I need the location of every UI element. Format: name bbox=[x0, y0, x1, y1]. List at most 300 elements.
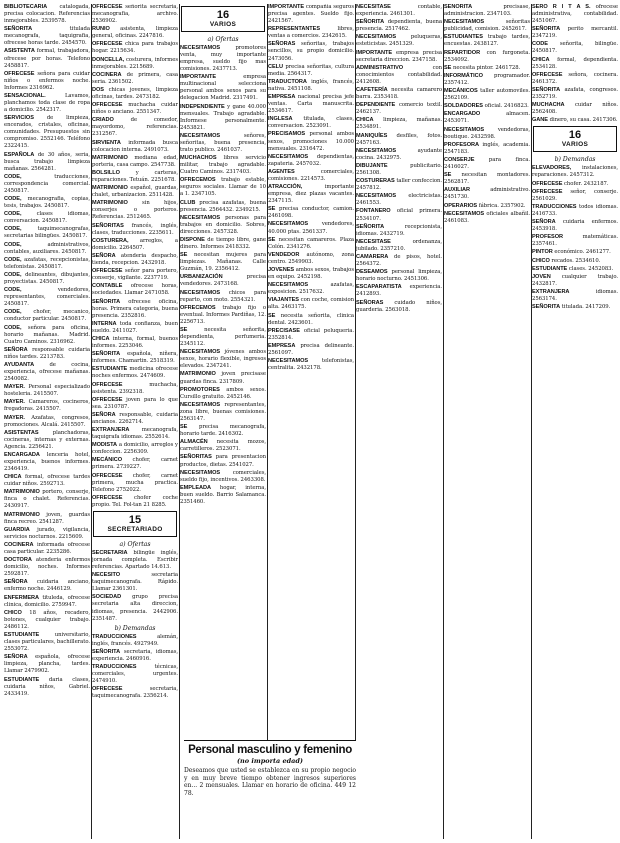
ad-lead-word: OFRECESE bbox=[4, 70, 35, 77]
ad-lead-word: CODE, bbox=[4, 226, 22, 233]
ad-lead-word: MATRIMONIO bbox=[92, 154, 128, 161]
ad-lead-word: NECESITAMOS bbox=[444, 210, 485, 217]
classified-ad bbox=[444, 203, 530, 210]
ad-body-text: secretaria, idiomas, experiencia. 2460916. bbox=[92, 648, 178, 662]
ad-body-text: traducciones, correspondencia comercial. 2450817. bbox=[4, 173, 90, 194]
classified-ad bbox=[92, 155, 178, 169]
classified-ad bbox=[532, 219, 618, 233]
ad-body-text: dependientas, zapateria. 2457032. bbox=[268, 153, 354, 167]
ad-lead-word: CODE, bbox=[4, 271, 22, 278]
classified-ad bbox=[180, 305, 266, 326]
classified-ad bbox=[4, 309, 90, 323]
ad-body-text: mecanografia, copias, tesis, trabajos. 2450817. bbox=[4, 195, 90, 210]
ad-lead-word: CHICA bbox=[4, 474, 22, 481]
ad-lead-word: MODISTA bbox=[92, 442, 118, 449]
classified-ad bbox=[4, 211, 90, 225]
classified-ad bbox=[4, 287, 90, 308]
ad-lead-word: MUCHACHOS bbox=[180, 155, 217, 162]
ad-lead-word: MATRIMONIO bbox=[4, 489, 40, 496]
ad-lead-word: TRADUCCIONES bbox=[532, 203, 577, 210]
ad-body-text: muchacha, asistenta. 2392318. bbox=[92, 381, 178, 395]
classified-ad bbox=[356, 148, 442, 162]
classified-ad bbox=[4, 71, 90, 92]
ad-lead-word: SEÑORITA bbox=[4, 26, 33, 33]
classified-ad bbox=[356, 117, 442, 131]
classified-ad bbox=[268, 252, 354, 266]
ad-body-text: planchadoras, cocineras, internas y externas. Agencia. 2256421. bbox=[4, 429, 90, 450]
ad-body-text: muchacha cuidar niños o anciano. 2551347. bbox=[92, 102, 178, 116]
classified-ad bbox=[444, 157, 530, 171]
ad-lead-word: SEÑORITA bbox=[532, 304, 561, 311]
ad-lead-word: IMPORTANTE bbox=[180, 74, 217, 81]
ad-lead-word: SEÑORITA bbox=[532, 86, 561, 93]
ad-body-text: joven precisase guardas finca. 2317809. bbox=[180, 371, 266, 385]
ad-body-text: oficiales albañil. 2461083. bbox=[444, 210, 530, 224]
classified-ad bbox=[92, 594, 178, 622]
classified-ad bbox=[4, 489, 90, 510]
classified-ad bbox=[92, 366, 178, 380]
ad-lead-word: TRADUCCIONES bbox=[92, 664, 137, 671]
classified-ad bbox=[444, 142, 530, 156]
classified-ad bbox=[180, 371, 266, 385]
classified-ad bbox=[4, 430, 90, 451]
classified-ad bbox=[180, 290, 266, 304]
ad-lead-word: DISPONE bbox=[180, 236, 205, 243]
classified-ad bbox=[92, 664, 178, 685]
ad-lead-word: PROFESORA bbox=[444, 141, 479, 148]
ad-lead-word: MECÁNICO bbox=[92, 457, 123, 464]
ad-body-text: universitario, clases particulares, bachillerato. 2553072. bbox=[4, 632, 90, 653]
column-rule bbox=[179, 4, 180, 839]
ad-lead-word: NECESITAMOS bbox=[356, 34, 397, 41]
ad-body-text: mecanografa, taquigrafa idiomas. 2552614. bbox=[92, 427, 178, 441]
classified-ad bbox=[4, 347, 90, 361]
ad-body-text: contable, experiencia. 2461301. bbox=[356, 4, 442, 18]
ad-body-text: y gane 40.000 mensuales. Trabajo agradable. Informese personalmente. 2453821. bbox=[180, 103, 266, 131]
ad-body-text: para finca. 2416027. bbox=[444, 156, 530, 171]
ad-body-text: programador. 2357412. bbox=[444, 72, 530, 86]
ad-body-text: portero, conserje, finca o chalet. Referencias. 2430917. bbox=[4, 489, 90, 510]
ad-body-text: comerciales, comisiones. 2214573. bbox=[268, 168, 354, 182]
classified-ad bbox=[4, 527, 90, 541]
ad-lead-word: NECESITAMOS bbox=[268, 153, 309, 160]
ad-body-text: fábrica. 2357902. bbox=[478, 202, 526, 209]
ad-lead-word: GUARDIA bbox=[4, 526, 30, 533]
classified-ad bbox=[92, 26, 178, 40]
classified-ad bbox=[268, 131, 354, 152]
ad-body-text: taller confeccion. 2457812. bbox=[356, 178, 442, 192]
ad-lead-word: OFRECESE bbox=[92, 396, 123, 403]
ad-lead-word: ALMACÉN bbox=[180, 439, 208, 446]
classified-ad bbox=[180, 252, 266, 273]
ad-lead-word: SE bbox=[268, 206, 276, 213]
ad-lead-word: PROFESOR bbox=[532, 234, 563, 241]
classified-ad bbox=[92, 170, 178, 184]
ad-body-text: ambos sexos, trabajos en equipo. 2452198. bbox=[268, 267, 354, 281]
ad-body-text: clases. 2452083. bbox=[568, 265, 614, 272]
ad-body-text: compañia seguros precisa agentes. Sueldo fijo. 2421567. bbox=[268, 4, 354, 25]
ad-lead-word: VIAJANTES bbox=[268, 297, 299, 304]
classified-ad bbox=[92, 283, 178, 297]
ad-body-text: sin hijos, conserjes o porteros. Referencias. 2512465. bbox=[92, 200, 178, 221]
ad-body-text: a domicilio, arreglos y confeccion. 2256309. bbox=[92, 442, 178, 456]
ad-lead-word: RUNIO bbox=[92, 26, 110, 33]
ad-lead-word: URBANIZACIÓN bbox=[180, 274, 223, 281]
classified-ad bbox=[444, 127, 530, 141]
classified-ad bbox=[444, 4, 530, 18]
ad-body-text: ayudante cocina. 2432975. bbox=[356, 147, 442, 161]
ad-body-text: mediana edad, porteria, casa campo. 2547738. bbox=[92, 154, 178, 168]
ad-body-text: señora, cocinera. 2461372. bbox=[532, 71, 618, 85]
ad-lead-word: NECESITASE bbox=[356, 238, 391, 245]
ad-body-text: recepcionista, idiomas. 2432719. bbox=[356, 223, 442, 237]
ad-lead-word: OFRECEMOS bbox=[180, 304, 216, 311]
ad-lead-word: ESTUDIANTE bbox=[92, 366, 128, 373]
ad-lead-word: ESPAÑOLA bbox=[4, 151, 35, 158]
ad-lead-word: NECESITAMOS bbox=[180, 132, 221, 139]
column-1 bbox=[4, 4, 90, 839]
classified-ad bbox=[180, 349, 266, 370]
classified-ad bbox=[268, 94, 354, 115]
ad-body-text: señorita, bilingüe. 2450817. bbox=[532, 41, 618, 55]
ad-lead-word: SEÑORA bbox=[92, 411, 116, 418]
ad-lead-word: CONSERJE bbox=[444, 156, 475, 163]
ad-lead-word: CHICA bbox=[532, 56, 550, 63]
ad-lead-word: TRADUCTORA bbox=[268, 78, 307, 85]
ad-body-text: oficial peluqueria. 2352814. bbox=[268, 327, 354, 341]
ad-body-text: chofer, carnet primera. 2739227. bbox=[92, 457, 178, 471]
ad-body-text: chofer, carnet primera, mucha practica. Telefono 2752022. bbox=[92, 472, 178, 493]
classified-ad bbox=[4, 557, 90, 578]
ad-lead-word: SEÑORITA bbox=[92, 351, 121, 358]
classified-ad bbox=[268, 313, 354, 327]
classified-ad bbox=[92, 238, 178, 252]
classified-ad bbox=[180, 45, 266, 73]
ad-lead-word: MANIQUÍES bbox=[356, 132, 388, 139]
classified-ad bbox=[532, 304, 618, 311]
ad-body-text: para presentacion productos, dietas. 2541027. bbox=[180, 454, 266, 468]
ad-body-text: publicitario. 2561308. bbox=[356, 162, 442, 176]
ad-body-text: Lavamos, planchamos toda clase de ropa a domicilio. 2542317. bbox=[4, 92, 90, 114]
classified-ad bbox=[92, 336, 178, 350]
ad-lead-word: NECESITAMOS bbox=[268, 358, 309, 365]
ad-body-text: joven, guardas finca recreo. 2541287. bbox=[4, 511, 90, 525]
classified-ad bbox=[92, 299, 178, 320]
classified-ad bbox=[444, 34, 530, 48]
ad-body-text: perito mercantil. 2347219. bbox=[532, 26, 618, 40]
classified-ad bbox=[4, 610, 90, 631]
ad-body-text: y carteras, reparaciones. Tetuán. 2251678. bbox=[92, 169, 178, 184]
classified-ad bbox=[268, 206, 354, 220]
ad-lead-word: SE bbox=[268, 236, 276, 243]
banner-subtitle: (no importa edad) bbox=[236, 757, 304, 765]
column-rule bbox=[355, 4, 356, 839]
ad-body-text: oficial primera. 2534107. bbox=[356, 208, 442, 222]
classified-ad bbox=[180, 327, 266, 348]
ad-lead-word: ASISTENTA bbox=[4, 48, 35, 55]
ad-body-text: chica para trabajos hogar. 2215634. bbox=[92, 41, 178, 55]
ad-body-text: recados. 2534610. bbox=[551, 257, 601, 264]
ad-lead-word: CODE, bbox=[4, 256, 22, 263]
column-6 bbox=[444, 4, 530, 839]
ad-lead-word: GANE bbox=[532, 117, 548, 124]
ad-lead-word: NECESITAMOS bbox=[180, 45, 221, 51]
ad-body-text: francés, inglés, clases, traducciones. 2235611. bbox=[92, 222, 178, 236]
classifieds-page bbox=[4, 4, 616, 839]
ad-lead-word: ESTUDIANTE bbox=[532, 265, 568, 272]
ad-lead-word: IMPORTANTE bbox=[268, 4, 305, 10]
ad-lead-word: FONTANERO bbox=[356, 208, 391, 215]
ad-body-text: 18 años, recadero, botones, cualquier trabajo. 2486112. bbox=[4, 609, 90, 630]
classified-ad bbox=[4, 474, 90, 488]
ad-lead-word: JOVENES bbox=[268, 267, 295, 274]
ad-lead-word: AYUDANTA bbox=[4, 361, 35, 368]
ad-body-text: ambos sexos. Cursillo gratuito. 2452146. bbox=[180, 386, 266, 400]
section-header bbox=[181, 6, 265, 32]
classified-ad bbox=[356, 269, 442, 283]
classified-ad bbox=[180, 104, 266, 132]
classified-ad bbox=[4, 415, 90, 429]
ad-lead-word: SECRETARIA bbox=[92, 549, 128, 556]
ad-body-text: señores, señoritas, buena presencia, trato publico. 2461037. bbox=[180, 132, 266, 153]
classified-ad bbox=[4, 115, 90, 150]
classified-ad bbox=[4, 152, 90, 173]
classified-ad bbox=[4, 242, 90, 256]
ad-body-text: informada busca colocacion interna. 2491073. bbox=[92, 139, 178, 153]
ad-body-text: chofer, mecanico, conductor particular. 2450817. bbox=[4, 309, 90, 323]
ad-lead-word: NECESITAMOS bbox=[180, 349, 221, 356]
ad-body-text: necesitan camareros. Plaza Colón. 2341276. bbox=[268, 236, 354, 250]
ad-lead-word: ENCARGADA bbox=[4, 451, 40, 458]
ad-body-text: responsable, cuidaria ancianos. 2262714. bbox=[92, 411, 178, 425]
classified-ad bbox=[268, 79, 354, 93]
ad-body-text: administrativos, contables, auxiliares. 2450817. bbox=[4, 241, 90, 255]
ad-body-text: responsable cuidaria niños tardes. 2213783. bbox=[4, 346, 90, 360]
ad-lead-word: ATRACCIÓN, bbox=[268, 184, 303, 191]
classified-ad bbox=[532, 258, 618, 265]
ad-body-text: señorita secretaria, mecanografia, archivo. 2536902. bbox=[92, 4, 178, 25]
ad-lead-word: CODE, bbox=[4, 195, 22, 202]
classified-ad bbox=[444, 88, 530, 102]
ad-lead-word: SIRVIENTA bbox=[92, 139, 121, 146]
classified-ad bbox=[268, 64, 354, 78]
ad-lead-word: SEÑORA bbox=[532, 219, 556, 226]
classified-ad bbox=[532, 87, 618, 101]
subsection-label: b) Demandas bbox=[114, 624, 156, 632]
ad-lead-word: OFRECESE bbox=[92, 686, 123, 693]
ad-body-text: chofer. 2432187. bbox=[564, 180, 609, 187]
ad-lead-word: MAYER. bbox=[4, 384, 25, 391]
classified-ad bbox=[444, 103, 530, 110]
classified-ad bbox=[92, 200, 178, 221]
classified-ad bbox=[356, 34, 442, 48]
classified-ad bbox=[532, 4, 618, 25]
ad-body-text: precisa conductor, camion. 2461098. bbox=[268, 206, 354, 220]
ad-body-text: cuidar niños. 2562408. bbox=[532, 102, 618, 116]
ad-lead-word: DONCELLA, bbox=[92, 56, 125, 63]
ad-body-text: de cocina, experiencia, ofrecese mañanas. 2540082. bbox=[4, 361, 90, 383]
ad-lead-word: SE bbox=[268, 312, 276, 319]
classified-ad bbox=[268, 267, 354, 281]
ad-lead-word: SEÑORAS bbox=[268, 41, 296, 48]
ad-body-text: vendedores, representantes, comerciales. 2450817. bbox=[4, 287, 90, 308]
ad-lead-word: OPERARIOS bbox=[444, 202, 478, 209]
ad-lead-word: DEPENDIENTE bbox=[356, 102, 396, 109]
ad-body-text: Azafatas, congresos, promociones. Alcalá. 2415507. bbox=[4, 414, 90, 428]
ad-body-text: señoritas, trabajos sencillos, su propio domicilio. 2473056. bbox=[268, 41, 354, 62]
classified-ad bbox=[444, 111, 530, 125]
ad-body-text: representantes, zona libre, buenas comisiones. 2563147. bbox=[180, 401, 266, 422]
ad-body-text: precisase, administracion. 2347103. bbox=[444, 4, 530, 18]
ad-lead-word: MATRIMONIO bbox=[180, 371, 216, 378]
ad-lead-word: REPRESENTANTES bbox=[268, 26, 321, 33]
ad-body-text: con furgoneta. 2534092. bbox=[444, 49, 530, 63]
ad-lead-word: COCINERA bbox=[4, 542, 34, 548]
classified-ad bbox=[444, 19, 530, 33]
classified-ad bbox=[180, 402, 266, 423]
ad-lead-word: SOLDADORES bbox=[444, 103, 483, 110]
ad-lead-word: SE bbox=[444, 172, 452, 179]
classified-ad bbox=[356, 87, 442, 101]
classified-ad bbox=[4, 595, 90, 609]
ad-lead-word: SERVICIOS bbox=[4, 115, 34, 122]
ad-lead-word: NECESITAMOS bbox=[356, 147, 397, 154]
ad-lead-word: CHICO bbox=[4, 609, 22, 616]
ad-body-text: señora para oficina, horario mañanas. Madrid. Cuatro Caminos. 2316962. bbox=[4, 324, 90, 345]
ad-body-text: precisa azafatas, buena presencia. 2564432. 2349215. bbox=[180, 199, 266, 213]
classified-ad bbox=[444, 211, 530, 225]
classified-ad bbox=[180, 274, 266, 288]
classified-ad bbox=[268, 116, 354, 130]
ad-body-text: libres servicio militar, trabajo agradable. Cuatro Caminos. 2317403. bbox=[180, 155, 266, 176]
ad-lead-word: MATRIMONIO bbox=[92, 200, 128, 207]
ad-body-text: de comedor, mayordomo, referencias. 2312567. bbox=[92, 117, 178, 138]
ad-body-text: autónomo, zona centro. 2549903. bbox=[268, 251, 354, 265]
classified-ad bbox=[92, 634, 178, 648]
ad-lead-word: OFRECEMOS bbox=[180, 177, 216, 184]
classified-ad bbox=[4, 196, 90, 210]
ad-lead-word: DIBUJANTE bbox=[356, 162, 388, 169]
ad-lead-word: OFRECESE bbox=[92, 472, 123, 479]
ad-lead-word: SE bbox=[180, 252, 188, 259]
ad-body-text: desfiles, fotos. 2457163. bbox=[356, 132, 442, 146]
ad-lead-word: OFRECESE bbox=[532, 71, 563, 78]
classified-ad bbox=[92, 686, 178, 700]
ad-lead-word: MAYER. bbox=[4, 414, 25, 421]
ad-lead-word: ENFERMERA bbox=[4, 594, 39, 601]
ad-lead-word: MATRIMONIO bbox=[92, 185, 128, 192]
ad-lead-word: COSTURERA, bbox=[92, 237, 129, 244]
classified-ad bbox=[180, 177, 266, 198]
classified-ad bbox=[268, 297, 354, 311]
ad-lead-word: SEÑORITA bbox=[356, 19, 385, 26]
classified-ad bbox=[444, 50, 530, 64]
ad-lead-word: ASISTENTAS bbox=[4, 429, 39, 436]
classified-ad bbox=[180, 470, 266, 484]
classified-ad bbox=[268, 358, 354, 372]
ad-body-text: chicos para reparto, con moto. 2554321. bbox=[180, 289, 266, 303]
classified-ad bbox=[268, 169, 354, 183]
classified-ad bbox=[4, 272, 90, 286]
classified-ad bbox=[532, 72, 618, 86]
classified-ad bbox=[356, 65, 442, 86]
ad-body-text: de 30 años, seria, busca trabajo limpieza mañanas. 2564281. bbox=[4, 151, 90, 172]
ad-body-text: idiomas. 2563174. bbox=[532, 289, 618, 303]
classified-ad bbox=[356, 254, 442, 268]
classified-ad bbox=[268, 184, 354, 205]
classified-ad bbox=[268, 154, 354, 168]
ad-lead-word: AUXILIAR bbox=[444, 187, 471, 194]
subsection-label: a) Ofertas bbox=[119, 540, 151, 548]
ad-body-text: catalogada, precisa colocacion. Referencias inmejorables. 2539578. bbox=[4, 4, 90, 25]
ad-body-text: vendedores, 40.000 ptas. 2561337. bbox=[268, 221, 354, 235]
ad-lead-word: OFRECESE bbox=[92, 102, 123, 109]
classified-ad bbox=[92, 87, 178, 101]
ad-lead-word: SE bbox=[180, 424, 188, 431]
classified-ad bbox=[532, 26, 618, 40]
classified-ad bbox=[4, 452, 90, 473]
ad-lead-word: OFRECESE bbox=[532, 180, 563, 187]
ad-lead-word: CODE, bbox=[4, 211, 22, 218]
classified-ad bbox=[532, 117, 618, 124]
ad-body-text: bilingüe inglés, jornada completa. Escribir referencias. Apartado 14.613. bbox=[92, 549, 178, 571]
classified-ad bbox=[180, 215, 266, 236]
ad-body-text: necesita pintor. 2461728. bbox=[453, 64, 521, 71]
classified-ad bbox=[92, 495, 178, 509]
classified-ad bbox=[444, 187, 530, 201]
classified-ad bbox=[356, 133, 442, 147]
ad-body-text: español, guardas, chalet, urbanizacion. 2511428. bbox=[92, 185, 178, 199]
classified-ad bbox=[356, 193, 442, 207]
ad-lead-word: SOCIEDAD bbox=[92, 594, 122, 601]
column-2 bbox=[92, 4, 178, 839]
ad-body-text: informada ofrecese casa particular. 2235286. bbox=[4, 542, 90, 556]
subsection-label: b) Demandas bbox=[554, 156, 596, 164]
ad-body-text: personas para trabajos en domicilio. Sobres, direcciones. 2457328. bbox=[180, 214, 266, 235]
ad-body-text: comercio textil. 2462137. bbox=[356, 102, 442, 116]
ad-body-text: española, niñera, informes. Chamartin. 2518319. bbox=[92, 351, 178, 365]
ad-body-text: toda confianza, buen sueldo. 2411027. bbox=[92, 320, 178, 334]
column-7 bbox=[532, 4, 618, 839]
classified-ad bbox=[4, 93, 90, 114]
classified-ad bbox=[180, 387, 266, 401]
classified-ad bbox=[92, 382, 178, 396]
ad-lead-word: OFRECESE bbox=[92, 381, 123, 388]
classified-ad bbox=[4, 48, 90, 69]
ad-body-text: trabajo fijo o eventual. Informes Pardiñas, 12. 2256713. bbox=[180, 304, 266, 325]
ad-body-text: todos idiomas. 2416733. bbox=[532, 203, 618, 217]
ad-body-text: ofrecese horas, sociedades. Llamar 2471058. bbox=[92, 283, 178, 297]
ad-body-text: formal, dependienta. 2534128. bbox=[532, 56, 618, 70]
ad-lead-word: PROMOTORES bbox=[180, 386, 220, 393]
classified-ad bbox=[4, 4, 90, 25]
classified-ad bbox=[356, 239, 442, 253]
classified-ad bbox=[92, 427, 178, 441]
classified-ad bbox=[4, 362, 90, 383]
ad-body-text: cualquier trabajo. 2432817. bbox=[532, 273, 618, 287]
ad-body-text: cuidaria anciano, enfermo noche. 2446129. bbox=[4, 579, 90, 593]
classified-ad bbox=[4, 579, 90, 593]
classified-ad bbox=[532, 57, 618, 71]
column-rule bbox=[267, 4, 268, 839]
ad-lead-word: IMPORTANTE bbox=[356, 49, 393, 56]
classified-ad bbox=[92, 102, 178, 116]
ad-body-text: almacen. 2453071. bbox=[444, 111, 530, 125]
classified-ad bbox=[4, 257, 90, 271]
ad-lead-word: NECESITAMOS bbox=[268, 282, 309, 289]
ad-body-text: empresa precisa secretaria direccion. 2347158. bbox=[356, 49, 442, 63]
classified-ad bbox=[92, 72, 178, 86]
